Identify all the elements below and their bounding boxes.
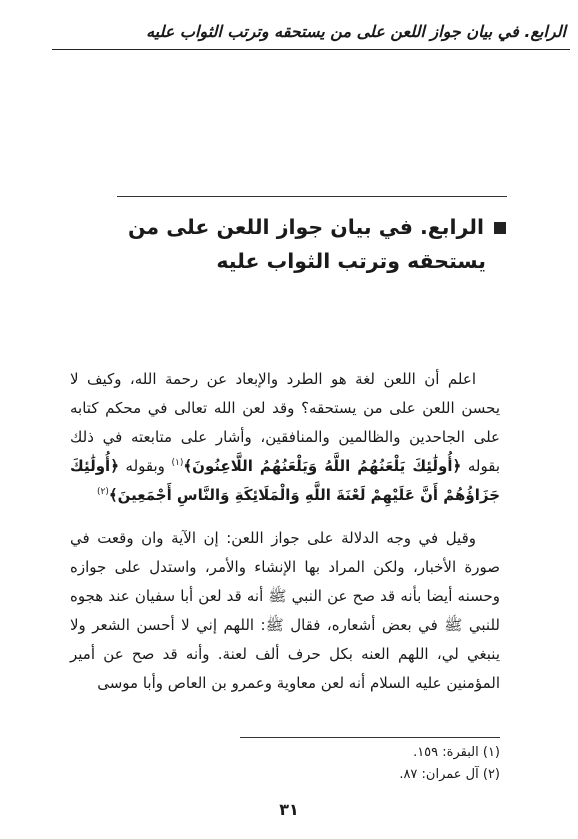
footnote-ref-2: (٢) (96, 487, 109, 497)
square-bullet-icon (494, 222, 506, 234)
chapter-title-line-2: يستحقه وترتب الثواب عليه (216, 249, 486, 273)
running-header: الرابع. في بيان جواز اللعن على من يستحقه وترتب الثواب عليه (146, 22, 566, 41)
footnote-2: (٢) آل عمران: ٨٧. (399, 767, 500, 782)
quran-verse-1: ﴿أُولَٰئِكَ يَلْعَنُهُمُ اللَّهُ وَيَلْعَنُهُمُ اللَّاعِنُونَ﴾ (183, 457, 462, 475)
paragraph-2: وقيل في وجه الدلالة على جواز اللعن: إن الآية وان وقعت في صورة الأخبار، ولكن المراد بها الإنشاء والأمر، واستدل على جوازه وحسنه أيضا بأنه قد صح عن النبي ﷺ أنه قد لعن أبا سفيان عند هجوه للنبي ﷺ في بعض أشعاره، فقال ﷺ: اللهم إني لا أحسن الشعر ولا ينبغي لي، اللهم العنه بكل حرف ألف لعنة. وأنه قد صح عن أمير المؤمنين عليه السلام أنه لعن معاوية وعمرو بن العاص وأبا موسى (70, 529, 500, 692)
footnote-rule (240, 737, 500, 738)
page-number: ٣١ (279, 800, 299, 819)
footnote-ref-1: (١) (171, 458, 184, 468)
chapter-title (106, 210, 506, 278)
paragraph-1-text-b: وبقوله (118, 457, 172, 475)
chapter-title-line-1: الرابع. في بيان جواز اللعن على من (106, 210, 506, 244)
paragraph-1 (70, 365, 500, 510)
quran-verse-2: ﴿أُولَٰئِكَ جَزَاؤُهُمْ أَنَّ عَلَيْهِمْ لَعْنَةَ اللَّهِ وَالْمَلَائِكَةِ وَالنَّاسِ أَجْمَعِينَ﴾ (70, 457, 500, 504)
title-rule (117, 196, 507, 197)
footnote-1: (١) البقرة: ١٥٩. (413, 745, 500, 760)
body-text (70, 365, 500, 698)
footnotes (200, 742, 500, 786)
paragraph-1-text-a: اعلم أن اللعن لغة هو الطرد والإبعاد عن رحمة الله، وكيف لا يحسن اللعن على من يستحقه؟ وقد لعن الله تعالى في محكم كتابه على الجاحدين والظالمين والمنافقين، وأشار على متابعته في ذلك بقوله (70, 370, 501, 475)
header-rule (52, 49, 570, 50)
